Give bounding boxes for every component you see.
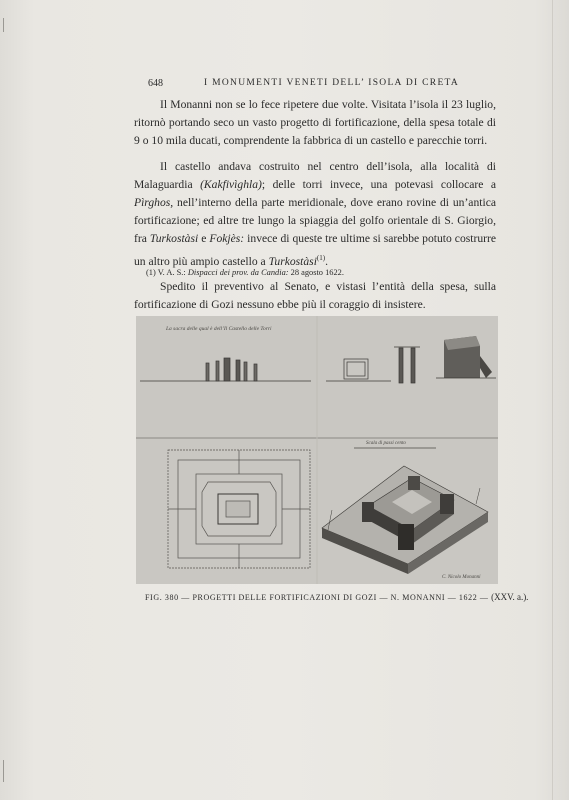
- footnote-date: 28 agosto 1622.: [288, 268, 344, 277]
- body-text: [134, 96, 496, 314]
- footnote-ref[interactable]: (1): [316, 253, 326, 262]
- handwritten-scale: Scala di passi cento: [366, 441, 406, 446]
- scan-mark: [3, 760, 4, 782]
- figure-caption: [145, 592, 529, 602]
- page-edge: [552, 0, 553, 800]
- p2-text: ; delle torri invece, una potevasi collocare a: [261, 177, 497, 191]
- p2-text: invece di queste tre ultime si sarebbe potuto costrurre un altro più ampio castello a: [134, 232, 496, 268]
- place-turkostasi: Turkostàsi: [268, 254, 317, 268]
- handwritten-title: La sacra delle qual è dell’Il Castello delle Torri: [166, 326, 272, 332]
- scan-mark: [3, 18, 4, 32]
- footnote-source: V. A. S.:: [157, 268, 188, 277]
- paragraph-3: Spedito il preventivo al Senato, e vistasi l’entità della spesa, sulla fortificazione di Gozi nessuno ebbe più il coraggio di insistere.: [134, 279, 496, 311]
- footnote-marker: (1): [146, 268, 156, 277]
- p2-text: Il castello andava costruito nel centro dell’isola, alla località di Malaguardia: [134, 159, 496, 191]
- running-title: I MONUMENTI VENETI DELL’ ISOLA DI CRETA: [204, 78, 460, 88]
- place-pirghos: Pìrghos,: [134, 196, 174, 210]
- p2-text: e: [198, 232, 210, 246]
- footnote: [146, 268, 344, 277]
- caption-reference: (XXV. a.).: [491, 592, 529, 602]
- place-turkostasi: Turkostàsi: [149, 232, 199, 246]
- p2-text: nell’interno della parte meridionale, dove erano rovine di un’antica fortificazione; ed altre tre lungo la spiaggia del golfo orientale di S. Giorgio, fra: [134, 196, 496, 246]
- page-header: [148, 78, 478, 92]
- figure-plate: [136, 316, 498, 584]
- caption-label: FIG. 380 — PROGETTI DELLE FORTIFICAZIONI DI GOZI — N. MONANNI — 1622 —: [145, 593, 492, 602]
- paragraph-2: [134, 158, 496, 271]
- place-kakfivighla: (Kakfivìghla): [200, 177, 262, 191]
- place-fokjes: Fokjès:: [209, 232, 245, 246]
- fortification-drawing: [136, 316, 498, 584]
- footnote-title: Dispacci dei prov. da Candia:: [187, 268, 289, 277]
- page-number: 648: [148, 78, 163, 89]
- paragraph-1: Il Monanni non se lo fece ripetere due volte. Visitata l’isola il 23 luglio, ritornò portando seco un vasto progetto di fortificazione, della spesa totale di 9 o 10 mila ducati, comprendente la fabbrica di un castello e parecchie torri.: [134, 98, 496, 148]
- p2-text: .: [325, 254, 328, 268]
- handwritten-signature: C. Nicolo Monanni: [442, 575, 481, 580]
